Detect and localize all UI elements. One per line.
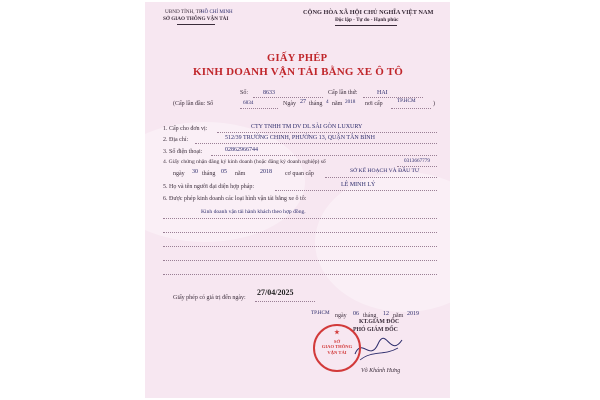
title-line-2: KINH DOANH VẬN TẢI BẰNG XE Ô TÔ <box>193 66 404 78</box>
sign-thang-value: 12 <box>383 311 389 317</box>
header-department: SỞ GIAO THÔNG VẬN TẢI <box>163 16 229 22</box>
sign-pho: PHÓ GIÁM ĐỐC <box>353 327 398 333</box>
seal-line-2: GIAO THÔNG <box>321 344 353 350</box>
cap-dau-line <box>240 108 278 109</box>
field-6-label: 6. Được phép kinh doanh các loại hình vận tải bằng xe ô tô: <box>163 196 307 202</box>
field-1-line <box>217 132 437 133</box>
header-province-label: UBND TỈNH, TP <box>165 9 202 15</box>
field-4-ngay-label: ngày <box>173 171 185 177</box>
sign-ngay-label: ngày <box>335 313 347 319</box>
field-6-line-5 <box>163 274 437 275</box>
field-6-line-3 <box>163 246 437 247</box>
field-2-label: 2. Địa chỉ: <box>163 137 189 143</box>
header-right-rule <box>335 25 397 26</box>
cap-lan-label: Cấp lần thứ: <box>328 90 358 96</box>
field-1-value: CTY TNHH TM DV DL SÀI GÒN LUXURY <box>251 124 363 130</box>
field-4-coquan-value: SỞ KẾ HOẠCH VÀ ĐẦU TƯ <box>350 168 420 174</box>
field-6-line-4 <box>163 260 437 261</box>
field-4-coquan-line <box>325 177 437 178</box>
field-5-value: LÊ MINH LÝ <box>341 182 376 188</box>
field-4-nam-label: năm <box>235 171 246 177</box>
sign-nam-label: năm <box>393 313 404 319</box>
field-2-value: 512/39 TRƯỜNG CHINH, PHƯỜNG 13, QUẬN TÂN BÌNH <box>225 135 375 141</box>
so-value: 8633 <box>263 90 275 96</box>
cap-dau-thang-value: 4 <box>326 99 329 105</box>
field-4-coquan-label: cơ quan cấp <box>285 171 314 177</box>
field-3-line <box>211 155 437 156</box>
cap-dau-label: (Cấp lần đầu: Số <box>173 101 214 107</box>
field-6-line-2 <box>163 232 437 233</box>
sign-nam-value: 2019 <box>407 311 419 317</box>
cap-dau-value: 6834 <box>243 100 254 106</box>
cap-dau-ngay-value: 27 <box>300 99 306 105</box>
sign-kt: KT.GIÁM ĐỐC <box>359 319 400 325</box>
so-label: Số: <box>240 90 249 96</box>
validity-label: Giấy phép có giá trị đến ngày: <box>173 295 246 301</box>
cap-dau-noi-cap-value: TP.HCM <box>397 98 416 104</box>
header-country: CỘNG HÒA XÃ HỘI CHỦ NGHĨA VIỆT NAM <box>303 9 434 16</box>
sign-signer: Võ Khánh Hưng <box>361 368 401 374</box>
cap-lan-value: HAI <box>377 90 388 96</box>
cap-dau-nam-label: năm <box>332 101 343 107</box>
field-3-label: 3. Số điện thoại: <box>163 149 203 155</box>
field-4-ngay-value: 30 <box>192 169 198 175</box>
validity-line <box>255 301 315 302</box>
seal-line-1: SỞ <box>333 339 341 344</box>
cap-dau-thang-label: tháng <box>309 101 323 107</box>
field-5-line <box>275 190 437 191</box>
noi-cap-line <box>391 108 431 109</box>
cap-dau-noi-cap-label: nơi cấp <box>365 101 383 107</box>
cap-dau-ngay-label: Ngày <box>283 101 296 107</box>
field-4-line <box>397 166 437 167</box>
seal-line-3: VẬN TẢI <box>327 349 347 355</box>
license-document <box>145 2 450 398</box>
header-left-rule <box>177 24 215 25</box>
header-province-value: HỒ CHÍ MINH <box>201 10 233 15</box>
cap-dau-close: ) <box>433 101 435 107</box>
field-2-line <box>195 143 437 144</box>
field-4-thang-label: tháng <box>202 171 216 177</box>
field-4-nam-value: 2018 <box>260 169 272 175</box>
seal-star-icon: ★ <box>334 330 340 336</box>
field-5-label: 5. Họ và tên người đại diện hợp pháp: <box>163 184 255 190</box>
sign-thang-label: tháng <box>363 313 377 319</box>
field-6-line-1 <box>163 218 437 219</box>
sign-ngay-value: 06 <box>353 311 359 317</box>
validity-value: 27/04/2025 <box>257 288 294 297</box>
field-4-value: 0313667779 <box>404 158 430 164</box>
field-3-value: 02862966744 <box>225 147 258 153</box>
field-4-thang-value: 05 <box>221 169 227 175</box>
header-motto: Độc lập - Tự do - Hạnh phúc <box>335 17 399 23</box>
cap-dau-nam-value: 2018 <box>345 99 356 105</box>
field-4-label: 4. Giấy chứng nhận đăng ký kinh doanh (hoặc đăng ký doanh nghiệp) số <box>163 159 326 165</box>
title-line-1: GIẤY PHÉP <box>267 53 328 64</box>
official-seal <box>313 324 361 372</box>
field-6-value: Kinh doanh vận tải hành khách theo hợp đồng. <box>201 209 306 215</box>
so-line <box>253 97 323 98</box>
sign-place: TP.HCM <box>311 310 330 316</box>
field-1-label: 1. Cấp cho đơn vị: <box>163 126 208 132</box>
